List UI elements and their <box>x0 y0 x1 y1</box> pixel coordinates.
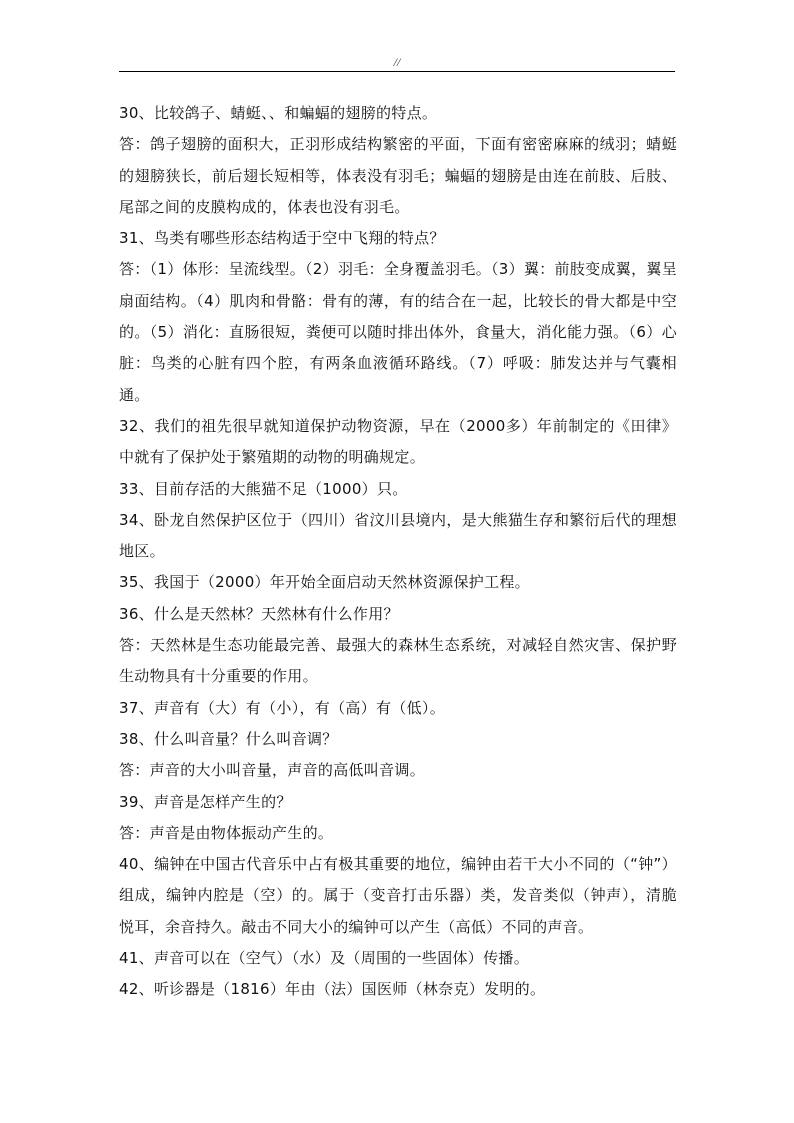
answer-38: 答：声音的大小叫音量，声音的高低叫音调。 <box>119 761 426 780</box>
item-34: 34、卧龙自然保护区位于（四川）省汶川县境内，是大熊猫生存和繁衍后代的理想地区。 <box>119 510 677 561</box>
item-32: 32、我们的祖先很早就知道保护动物资源，早在（2000多）年前制定的《田律》中就有了保护处于繁殖期的动物的明确规定。 <box>119 416 677 467</box>
item-42: 42、听诊器是（1816）年由（法）国医师（林奈克）发明的。 <box>119 980 546 999</box>
answer-36: 答：天然林是生态功能最完善、最强大的森林生态系统，对减轻自然灾害、保护野生动物具有十分重要的作用。 <box>119 636 677 686</box>
answer-31: 答：（1）体形：呈流线型。（2）羽毛：全身覆盖羽毛。（3）翼：前肢变成翼，翼呈扇面结构。（4）肌肉和骨骼：骨有的薄，有的结合在一起，比较长的骨大都是中空的。（5）消化：直肠很短，粪便可以随时排出体外，食量大，消化能力强。（6）心脏：鸟类的心脏有四个腔，有两条血液循环路线。（7）呼吸：肺发达并与气囊相通。 <box>119 260 677 404</box>
question-31: 31、鸟类有哪些形态结构适于空中飞翔的特点？ <box>119 229 445 248</box>
item-35: 35、我国于（2000）年开始全面启动天然林资源保护工程。 <box>119 573 530 592</box>
answer-30: 答：鸽子翅膀的面积大，正羽形成结构繁密的平面，下面有密密麻麻的绒羽；蜻蜓的翅膀狭长，前后翅长短相等，体表没有羽毛；蝙蝠的翅膀是由连在前肢、后肢、尾部之间的皮膜构成的，体表也没有羽毛。 <box>119 135 677 216</box>
question-36: 36、什么是天然林？天然林有什么作用？ <box>119 604 399 623</box>
question-39: 39、声音是怎样产生的？ <box>119 792 292 811</box>
item-41: 41、声音可以在（空气）（水）及（周围的一些固体）传播。 <box>119 949 529 968</box>
item-40: 40、编钟在中国古代音乐中占有极其重要的地位，编钟由若干大小不同的（“钟”）组成，编钟内腔是（空）的。属于（变音打击乐器）类，发音类似（钟声），清脆悦耳，余音持久。敲击不同大小的编钟可以产生（高低）不同的声音。 <box>119 855 677 936</box>
page-header-mark: // <box>393 55 401 69</box>
question-30: 30、比较鸽子、蜻蜓、、和蝙蝠的翅膀的特点。 <box>119 104 438 122</box>
header-divider <box>119 71 675 72</box>
item-37: 37、声音有（大）有（小），有（高）有（低）。 <box>119 698 445 717</box>
document-body <box>119 98 677 1006</box>
answer-39: 答：声音是由物体振动产生的。 <box>119 823 334 842</box>
question-38: 38、什么叫音量？什么叫音调？ <box>119 729 338 748</box>
item-33: 33、目前存活的大熊猫不足（1000）只。 <box>119 479 408 498</box>
